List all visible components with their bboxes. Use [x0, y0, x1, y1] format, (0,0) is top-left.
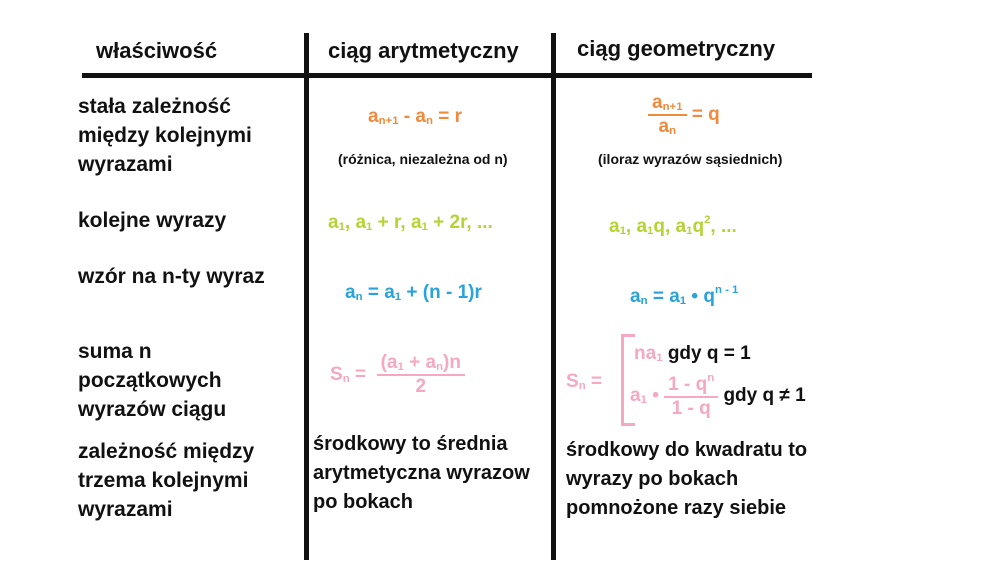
row-label-terms: kolejne wyrazy	[78, 209, 227, 232]
arithmetic-terms-formula: $a_1$, $a_1 + r$, $a_1 + 2r$, ...	[328, 212, 493, 233]
arithmetic-sum-formula: $S_n$ = $\frac{(a_1 + a_n)n}{2}$	[330, 352, 465, 398]
geometric-sum-case2: $a_1$ • $\frac{1 - q^n}{1 - q}$ gdy q ≠ 1	[630, 372, 806, 419]
geometric-sum-case1-condition: gdy q = 1	[667, 343, 751, 364]
row-label-relation: stała zależność między kolejnymi wyrazami	[78, 95, 252, 176]
geometric-sum-case1: $na_1$ gdy q = 1	[634, 343, 751, 364]
column-divider-1	[304, 33, 309, 560]
geometric-ratio-formula: $\frac{a_{n+1}}{a_n}$ = q	[648, 92, 720, 138]
row-label-middle: zależność między trzema kolejnymi wyrazami	[78, 440, 255, 521]
arithmetic-nth-term-formula: $a_n = a_1 + (n - 1)r$	[345, 282, 482, 303]
column-divider-2	[551, 33, 556, 560]
header-underline	[82, 73, 812, 78]
geometric-ratio-note: (iloraz wyrazów sąsiednich)	[598, 151, 783, 167]
geometric-terms-formula: $a_1$, $a_1q$, $a_1q^2$, ...	[609, 214, 737, 237]
header-geometric: ciąg geometryczny	[577, 36, 776, 61]
header-property: właściwość	[96, 38, 218, 63]
arithmetic-difference-note: (różnica, niezależna od n)	[338, 151, 508, 167]
arithmetic-middle-rule: środkowy to średnia arytmetyczna wyrazow po bokach	[313, 433, 530, 513]
arithmetic-difference-formula: $a_{n+1} - a_n = r$	[368, 106, 463, 127]
geometric-middle-rule: środkowy do kwadratu to wyrazy po bokach pomnożone razy siebie	[566, 439, 808, 519]
geometric-nth-term-formula: $a_n = a_1$ • $q^{n - 1}$	[630, 284, 739, 307]
geometric-sum-symbol: $S_n$ =	[566, 371, 603, 392]
geometric-sum-case2-condition: gdy q ≠ 1	[723, 385, 806, 406]
header-arithmetic: ciąg arytmetyczny	[328, 38, 519, 63]
row-label-nth-term: wzór na n-ty wyraz	[78, 265, 265, 288]
row-label-sum: suma n początkowych wyrazów ciągu	[78, 340, 227, 421]
